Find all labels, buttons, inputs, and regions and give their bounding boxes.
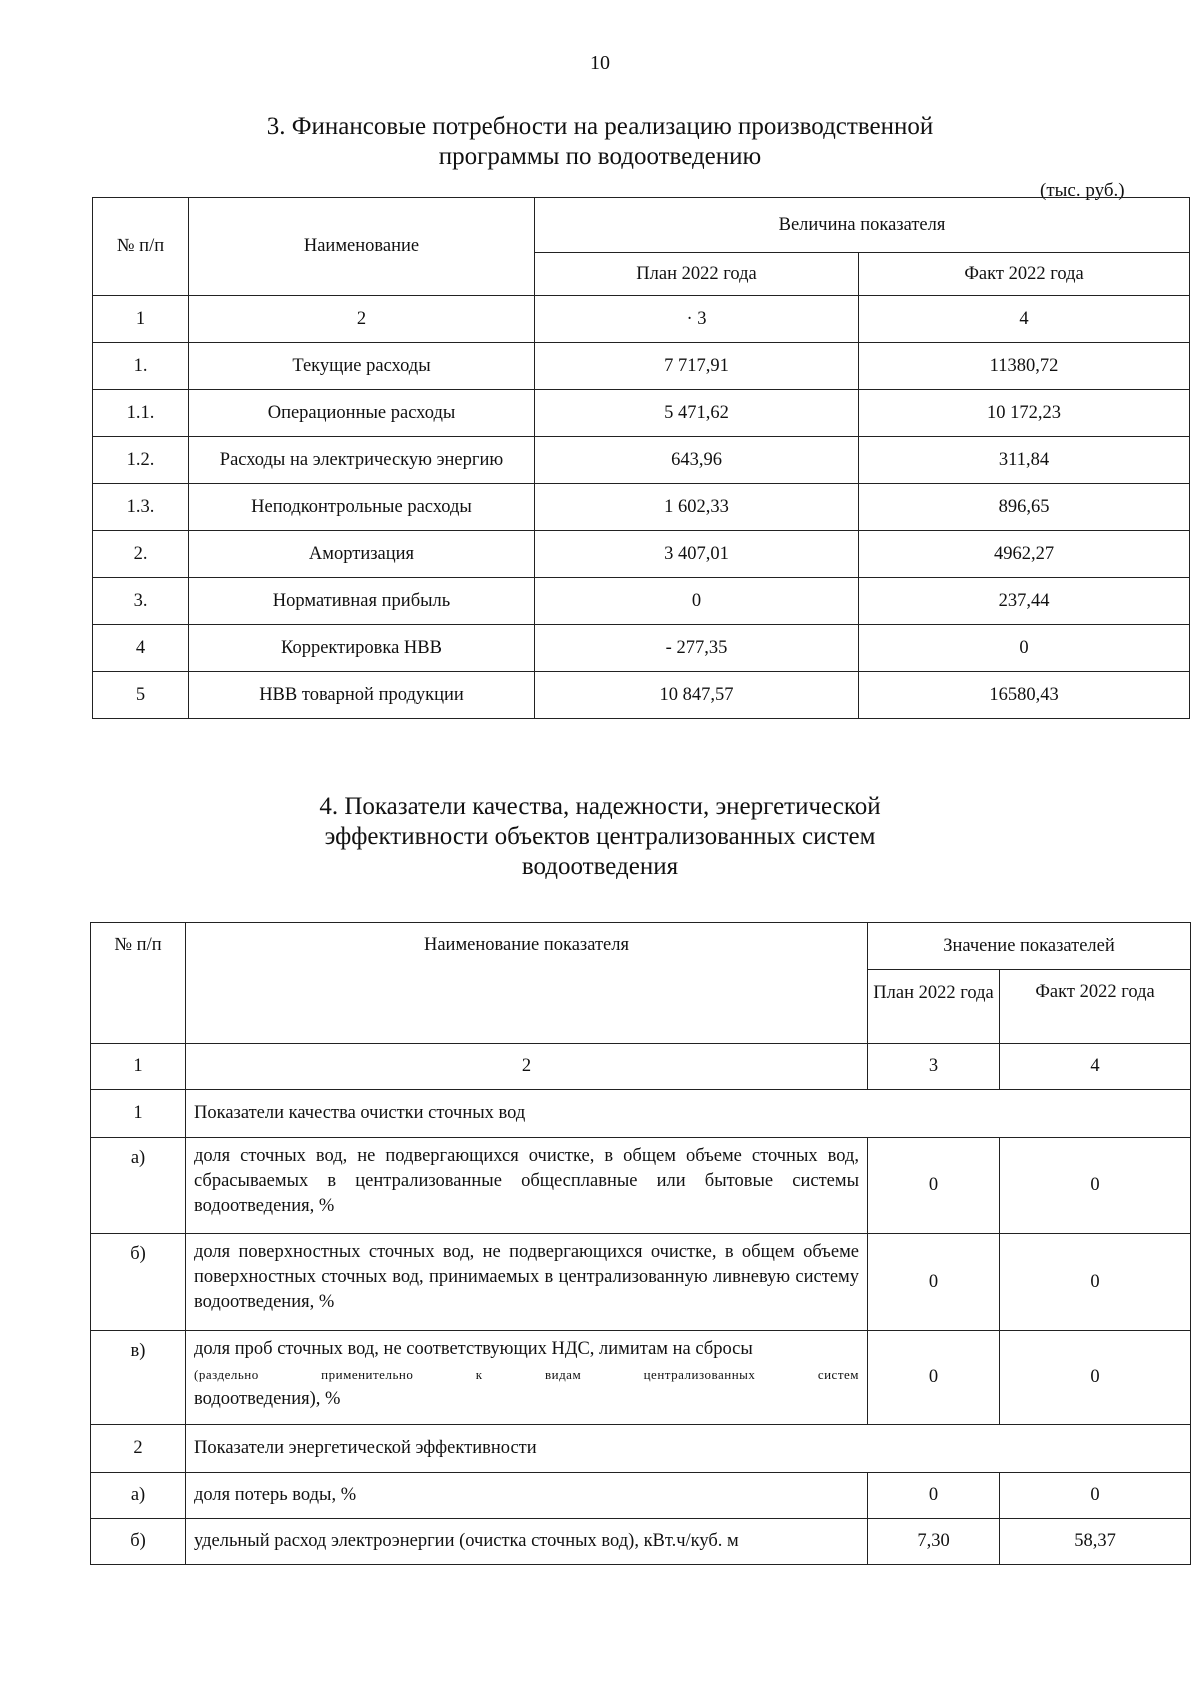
header-plan: План 2022 года bbox=[535, 253, 859, 296]
row-fact: 58,37 bbox=[1000, 1519, 1191, 1565]
row-num: 1. bbox=[93, 343, 189, 390]
group-row bbox=[91, 1090, 1191, 1138]
row-num: 4 bbox=[93, 625, 189, 672]
column-numbers-row bbox=[91, 1044, 1191, 1090]
row-fact: 11380,72 bbox=[859, 343, 1190, 390]
header-value-group: Значение показателей bbox=[868, 923, 1191, 970]
row-name: Текущие расходы bbox=[189, 343, 535, 390]
header-num: № п/п bbox=[93, 198, 189, 296]
table-row bbox=[91, 1234, 1191, 1331]
table-row bbox=[91, 1331, 1191, 1425]
col-number: 4 bbox=[859, 296, 1190, 343]
table-row bbox=[93, 484, 1190, 531]
row-fact: 4962,27 bbox=[859, 531, 1190, 578]
row-plan: 0 bbox=[868, 1234, 1000, 1331]
row-name: Корректировка НВВ bbox=[189, 625, 535, 672]
row-fact: 896,65 bbox=[859, 484, 1190, 531]
row-plan: 643,96 bbox=[535, 437, 859, 484]
group-title: Показатели качества очистки сточных вод bbox=[186, 1090, 1191, 1138]
group-row bbox=[91, 1425, 1191, 1473]
row-fact: 0 bbox=[859, 625, 1190, 672]
table-row bbox=[93, 625, 1190, 672]
row-name: доля сточных вод, не подвергающихся очистке, в общем объеме сточных вод, сбрасываемых в централизованные общесплавные или бытовые системы водоотведения, % bbox=[186, 1138, 868, 1234]
table-header-row bbox=[91, 923, 1191, 970]
row-fact: 0 bbox=[1000, 1234, 1191, 1331]
quality-indicators-table bbox=[90, 922, 1191, 1565]
row-num: 5 bbox=[93, 672, 189, 719]
row-plan: 10 847,57 bbox=[535, 672, 859, 719]
row-name: Неподконтрольные расходы bbox=[189, 484, 535, 531]
table-row bbox=[91, 1473, 1191, 1519]
col-number: 3 bbox=[868, 1044, 1000, 1090]
row-fact: 0 bbox=[1000, 1331, 1191, 1425]
row-name: Амортизация bbox=[189, 531, 535, 578]
row-num: в) bbox=[91, 1331, 186, 1425]
table-header-row bbox=[93, 198, 1190, 253]
row-num: 1.2. bbox=[93, 437, 189, 484]
row-plan: 0 bbox=[868, 1331, 1000, 1425]
group-num: 1 bbox=[91, 1090, 186, 1138]
col-number: 4 bbox=[1000, 1044, 1191, 1090]
table-row bbox=[93, 531, 1190, 578]
section3-title bbox=[0, 112, 1200, 172]
section4-title-line3: водоотведения bbox=[521, 853, 679, 880]
table-row bbox=[93, 672, 1190, 719]
row-fact: 0 bbox=[1000, 1473, 1191, 1519]
col-number: 1 bbox=[93, 296, 189, 343]
header-fact: Факт 2022 года bbox=[859, 253, 1190, 296]
row-num: а) bbox=[91, 1138, 186, 1234]
row-name: Операционные расходы bbox=[189, 390, 535, 437]
section3-title-line1: 3. Финансовые потребности на реализацию производственной bbox=[266, 113, 934, 140]
table-row bbox=[91, 1138, 1191, 1234]
row-name bbox=[186, 1331, 868, 1425]
group-title: Показатели энергетической эффективности bbox=[186, 1425, 1191, 1473]
row-num: 1.1. bbox=[93, 390, 189, 437]
col-number: 2 bbox=[186, 1044, 868, 1090]
row-name: Нормативная прибыль bbox=[189, 578, 535, 625]
page-number: 10 bbox=[590, 52, 610, 74]
row-name: доля поверхностных сточных вод, не подвергающихся очистке, в общем объеме поверхностных сточных вод, принимаемых в централизованную ливневую систему водоотведения, % bbox=[186, 1234, 868, 1331]
col-number: · 3 bbox=[535, 296, 859, 343]
header-name: Наименование показателя bbox=[186, 923, 868, 1044]
row-num: 2. bbox=[93, 531, 189, 578]
row-num: 1.3. bbox=[93, 484, 189, 531]
col-number: 1 bbox=[91, 1044, 186, 1090]
row-num: 3. bbox=[93, 578, 189, 625]
row-fact: 0 bbox=[1000, 1138, 1191, 1234]
row-plan: - 277,35 bbox=[535, 625, 859, 672]
header-plan: План 2022 года bbox=[868, 970, 1000, 1044]
section3-title-line2: программы по водоотведению bbox=[438, 143, 762, 170]
table-row bbox=[93, 343, 1190, 390]
row-plan: 7 717,91 bbox=[535, 343, 859, 390]
row-num: а) bbox=[91, 1473, 186, 1519]
row-name: доля потерь воды, % bbox=[186, 1473, 868, 1519]
header-value-group: Величина показателя bbox=[535, 198, 1190, 253]
row-name-line2: (раздельно применительно к видам централизованных систем bbox=[194, 1367, 859, 1382]
table-row bbox=[93, 390, 1190, 437]
table-row bbox=[93, 578, 1190, 625]
header-num: № п/п bbox=[91, 923, 186, 1044]
row-plan: 7,30 bbox=[868, 1519, 1000, 1565]
column-numbers-row bbox=[93, 296, 1190, 343]
row-num: б) bbox=[91, 1519, 186, 1565]
row-plan: 1 602,33 bbox=[535, 484, 859, 531]
row-name: Расходы на электрическую энергию bbox=[189, 437, 535, 484]
row-fact: 10 172,23 bbox=[859, 390, 1190, 437]
section4-title-line1: 4. Показатели качества, надежности, энергетической bbox=[319, 793, 881, 820]
table-row bbox=[93, 437, 1190, 484]
col-number: 2 bbox=[189, 296, 535, 343]
row-name: удельный расход электроэнергии (очистка сточных вод), кВт.ч/куб. м bbox=[186, 1519, 868, 1565]
row-fact: 237,44 bbox=[859, 578, 1190, 625]
row-name-line1: доля проб сточных вод, не соответствующих НДС, лимитам на сбросы bbox=[194, 1339, 753, 1359]
section4-title bbox=[0, 792, 1200, 882]
row-fact: 16580,43 bbox=[859, 672, 1190, 719]
row-plan: 3 407,01 bbox=[535, 531, 859, 578]
row-name: НВВ товарной продукции bbox=[189, 672, 535, 719]
header-fact: Факт 2022 года bbox=[1000, 970, 1191, 1044]
row-plan: 5 471,62 bbox=[535, 390, 859, 437]
units-label: (тыс. руб.) bbox=[1040, 180, 1125, 201]
table-row bbox=[91, 1519, 1191, 1565]
section4-title-line2: эффективности объектов централизованных систем bbox=[324, 823, 876, 850]
header-name: Наименование bbox=[189, 198, 535, 296]
row-name-line3: водоотведения), % bbox=[194, 1389, 341, 1409]
row-plan: 0 bbox=[868, 1138, 1000, 1234]
row-fact: 311,84 bbox=[859, 437, 1190, 484]
row-plan: 0 bbox=[535, 578, 859, 625]
group-num: 2 bbox=[91, 1425, 186, 1473]
row-plan: 0 bbox=[868, 1473, 1000, 1519]
financial-needs-table bbox=[92, 197, 1190, 719]
row-num: б) bbox=[91, 1234, 186, 1331]
